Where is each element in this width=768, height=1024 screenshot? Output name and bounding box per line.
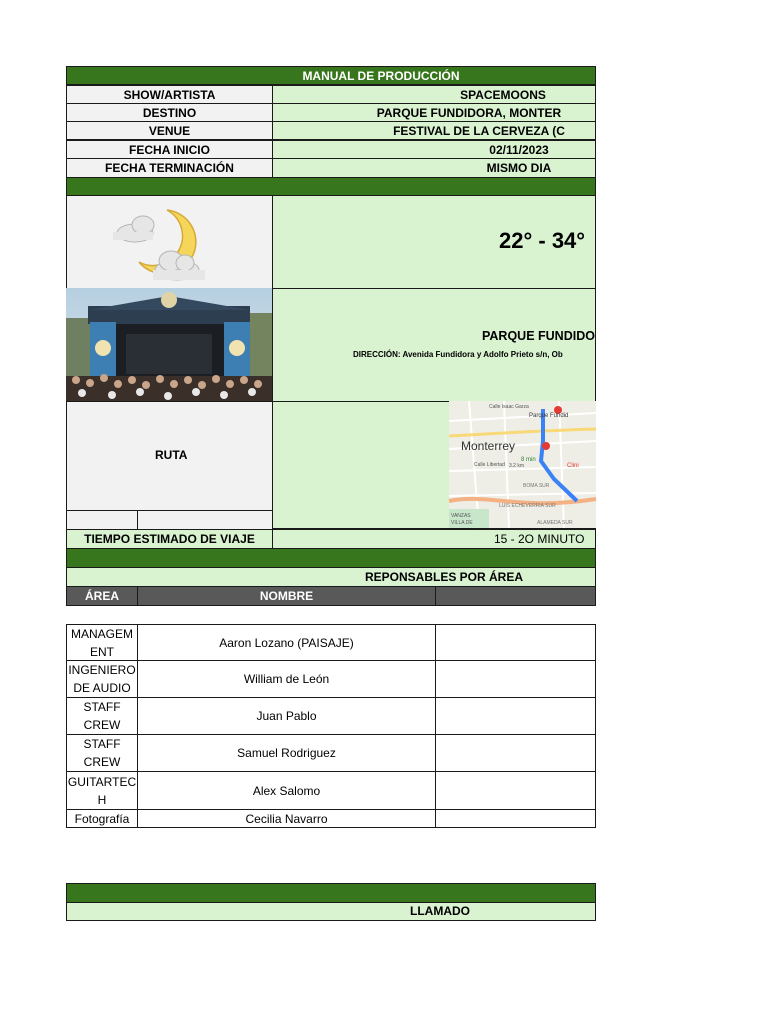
stage-image (66, 288, 272, 403)
row-extra[interactable] (435, 771, 596, 810)
manual-title: MANUAL DE PRODUCCIÓN (302, 68, 460, 83)
weather-icon-cell (66, 195, 273, 290)
row-name[interactable]: William de León (137, 660, 436, 698)
llamado-title-bar (66, 902, 596, 921)
row-area: MANAGEM ENT (66, 624, 138, 661)
value-venue[interactable]: FESTIVAL DE LA CERVEZA (C (272, 121, 596, 140)
travel-time-label: TIEMPO ESTIMADO DE VIAJE (66, 529, 273, 549)
map-route-time: 8 min (521, 457, 536, 463)
row-extra[interactable] (435, 660, 596, 698)
value-destino[interactable]: PARQUE FUNDIDORA, MONTER (272, 103, 596, 122)
col-header-area: ÁREA (66, 586, 138, 606)
map-label-parque: Parque Fundid (529, 413, 569, 419)
map-label-villa: VILLA DE (451, 520, 473, 526)
row-name[interactable]: Samuel Rodriguez (137, 734, 436, 772)
row-area: GUITARTEC H (66, 771, 138, 810)
row-name[interactable]: Alex Salomo (137, 771, 436, 810)
venue-photo (66, 288, 272, 403)
map-label-boma: BOMA SUR (523, 483, 550, 489)
label-show-artista: SHOW/ARTISTA (66, 85, 273, 104)
label-fecha-terminacion: FECHA TERMINACIÓN (66, 158, 273, 178)
value-show-artista[interactable]: SPACEMOONS (272, 85, 596, 104)
value-fecha-terminacion[interactable]: MISMO DIA (272, 158, 596, 178)
row-extra[interactable] (435, 697, 596, 735)
llamado-title: LLAMADO (410, 904, 470, 918)
label-fecha-inicio: FECHA INICIO (66, 140, 273, 159)
map-label-monterrey: Monterrey (461, 439, 516, 453)
row-area: STAFF CREW (66, 734, 138, 772)
manual-title-bar (66, 66, 596, 85)
partly-cloudy-moon-icon (111, 208, 211, 284)
map-label-clinica: Clini (567, 463, 579, 469)
map-image (449, 401, 596, 528)
label-destino: DESTINO (66, 103, 273, 122)
value-fecha-inicio[interactable]: 02/11/2023 (272, 140, 596, 159)
row-area: INGENIERO DE AUDIO (66, 660, 138, 698)
empty-cell-a (66, 510, 138, 530)
row-extra[interactable] (435, 734, 596, 772)
travel-time-value: 15 - 2O MINUTO (494, 532, 585, 546)
row-area: Fotografía (66, 809, 138, 828)
row-area: STAFF CREW (66, 697, 138, 735)
row-extra[interactable] (435, 809, 596, 828)
label-venue: VENUE (66, 121, 273, 140)
row-name[interactable]: Aaron Lozano (PAISAJE) (137, 624, 436, 661)
route-label: RUTA (155, 448, 188, 462)
responsables-title-bar (66, 567, 596, 587)
venue-address: DIRECCIÓN: Avenida Fundidora y Adolfo Prieto s/n, Ob (353, 350, 563, 359)
map-label-isaac-garza: Calle Isaac Garza (489, 404, 529, 410)
map-label-luis: LUIS ECHEVERRIA SUR (499, 503, 556, 509)
empty-cell-b (137, 510, 273, 530)
travel-time-value-cell[interactable] (272, 529, 596, 549)
row-name[interactable]: Juan Pablo (137, 697, 436, 735)
row-name[interactable]: Cecilia Navarro (137, 809, 436, 828)
col-header-nombre: NOMBRE (137, 586, 436, 606)
map-route-distance: 3.2 km (509, 463, 525, 469)
map-label-vanzas: VANZAS (451, 513, 471, 519)
map-label-libertad: Calle Libertad (474, 462, 505, 468)
row-extra[interactable] (435, 624, 596, 661)
route-map[interactable] (449, 401, 596, 528)
section-divider-3 (66, 883, 596, 903)
route-label-cell (66, 401, 273, 511)
section-divider-2 (66, 548, 596, 568)
venue-name: PARQUE FUNDIDO (482, 329, 595, 343)
col-header-extra (435, 586, 596, 606)
map-label-alameda: ALAMEDA SUR (537, 520, 573, 526)
venue-address-cell (272, 288, 596, 402)
responsables-title: REPONSABLES POR ÁREA (365, 570, 524, 584)
temperature-value: 22° - 34° (499, 228, 586, 253)
section-divider-1 (66, 177, 596, 196)
temperature-cell (272, 195, 596, 290)
